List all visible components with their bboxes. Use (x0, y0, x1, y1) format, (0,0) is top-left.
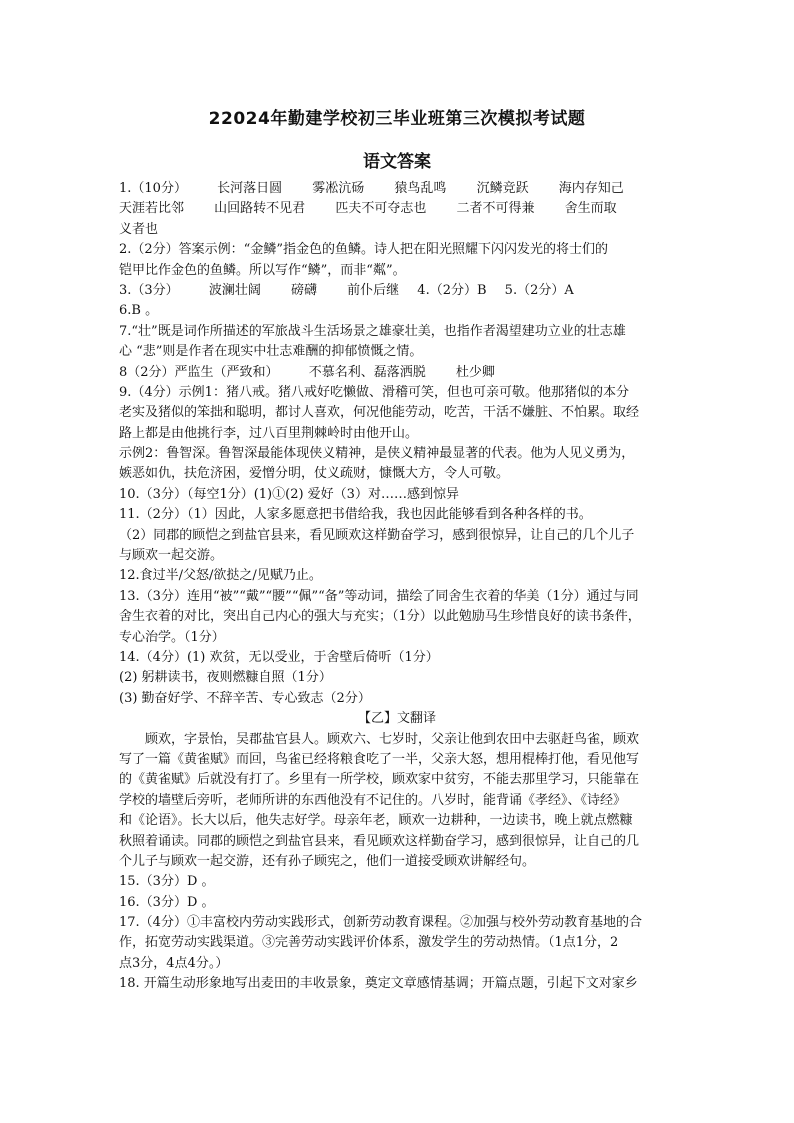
answer-q9-line: 嫉恶如仇，扶危济困，爱憎分明，仗义疏财，慷慨大方，令人可敬。 (119, 466, 510, 482)
answer-q1-line2: 天涯若比邻 山回路转不见君 匹夫不可夺志也 二者不可得兼 舍生而取 (119, 201, 617, 217)
answer-q9-line: 9.（4分）示例1：猪八戒。猪八戒好吃懒做、滑稽可笑，但也可亲可敬。他那猪似的本分 (119, 384, 629, 400)
translation-line: 写了一篇《黄雀赋》而回，鸟雀已经将粮食吃了一半，父亲大怒，想用棍棒打他，看见他写 (119, 751, 640, 767)
answer-q2-line1: 2.（2分）答案示例：“金鳞”指金色的鱼鳞。诗人把在阳光照耀下闪闪发光的将士们的 (119, 242, 608, 258)
answer-q8: 8（2分）严监生（严致和） 不慕名利、磊落洒脱 杜少卿 (119, 364, 495, 380)
translation-line: 和《论语》。长大以后，他失志好学。母亲年老，顾欢一边耕种，一边读书，晚上就点燃糠 (119, 813, 633, 829)
answer-q7-line1: 7.“壮”既是词作所描述的军旅战斗生活场景之雄豪壮美，也指作者渴望建功立业的壮志雄 (119, 323, 626, 339)
translation-line: 的《黄雀赋》后就没有打了。乡里有一所学校，顾欢家中贫穷，不能去那里学习，只能靠在 (119, 772, 640, 788)
answer-q14-line: (2) 躬耕读书，夜则燃糠自照（1分） (119, 670, 332, 686)
answer-q9-line: 示例2：鲁智深。鲁智深最能体现侠义精神，是侠义精神最显著的代表。他为人见义勇为， (119, 446, 635, 462)
translation-line: 顾欢，字景怡，吴郡盐官县人。顾欢六、七岁时，父亲让他到农田中去驱赶鸟雀，顾欢 (145, 731, 640, 747)
answer-q13-line: 专心治学。（1分） (119, 629, 225, 645)
answer-q17-line: 作，拓宽劳动实践渠道。③完善劳动实践评价体系，激发学生的劳动热情。（1点1分，2 (119, 935, 619, 951)
answer-q15: 15.（3分）D 。 (119, 874, 215, 890)
answer-q13-line: 13.（3分）连用“被”“戴”“腰”“佩”“备”等动词，描绘了同舍生衣着的华美（1分）通过与同 (119, 588, 639, 604)
page-title: 22024年勤建学校初三毕业班第三次模拟考试题 (208, 109, 586, 129)
answer-q11-line: （2）同郡的顾恺之到盐官县来，看见顾欢这样勤奋学习，感到很惊异，让自己的几个儿子 (119, 527, 635, 543)
answer-q12: 12.食过半/父怒/欲挞之/见赋乃止。 (119, 568, 322, 584)
answer-q9-line: 老实及猪似的笨拙和聪明，都讨人喜欢，何况他能劳动，吃苦，干活不嫌脏、不怕累。取经 (119, 405, 640, 421)
answer-q1-line3: 义者也 (119, 221, 159, 237)
answer-q16: 16.（3分）D 。 (119, 894, 215, 910)
answer-q11-line: 11.（2分）（1）因此，人家多愿意把书借给我，我也因此能够看到各种各样的书。 (119, 507, 592, 523)
page-subtitle: 语文答案 (363, 152, 431, 172)
answer-q9-line: 路上都是由他挑行李，过八百里荆棘岭时由他开山。 (119, 425, 419, 441)
translation-heading: 【乙】文翻译 (357, 711, 436, 727)
answer-q7-line2: 心 “悲”则是作者在现实中壮志难酬的抑郁愤慨之情。 (119, 344, 423, 360)
answer-q3-q5-line: 3.（3分） 波澜壮阔 磅礴 前仆后继 4.（2分）B 5.（2分）A (119, 282, 574, 298)
translation-line: 学校的墙壁后旁听，老师所讲的东西他没有不记住的。八岁时，能背诵《孝经》、《诗经》 (119, 792, 627, 808)
answer-q10: 10.（3分）（每空1分）(1)①(2) 爱好（3）对……感到惊异 (119, 486, 459, 502)
answer-q14-line: 14.（4分）(1) 欢贫，无以受业，于舍壁后倚听（1分） (119, 649, 439, 665)
answer-q18: 18. 开篇生动形象地写出麦田的丰收景象，奠定文章感情基调；开篇点题，引起下文对家乡 (119, 976, 638, 992)
answer-q1-line1: 1.（10分） 长河落日圆 雾凇沆砀 猿鸟乱鸣 沉鳞竞跃 海内存知己 (119, 181, 624, 196)
answer-q13-line: 舍生衣着的对比，突出自己内心的强大与充实；（1分）以此勉励马生珍惜良好的读书条件， (119, 609, 641, 625)
answer-q2-line2: 铠甲比作金色的鱼鳞。所以写作“鳞”，而非“粼”。 (119, 262, 406, 278)
translation-line: 个儿子与顾欢一起交游，还有孙子顾宪之，他们一道接受顾欢讲解经句。 (119, 853, 536, 869)
answer-q17-line: 17.（4分）①丰富校内劳动实践形式，创新劳动教育课程。②加强与校外劳动教育基地的合 (119, 915, 642, 931)
translation-line: 秋照着诵读。同郡的顾恺之到盐官县来，看见顾欢这样勤奋学习，感到很惊异，让自己的几 (119, 833, 640, 849)
answer-q6: 6.B 。 (119, 303, 159, 319)
answer-q17-line: 点3分，4点4分。） (119, 955, 229, 971)
answer-q14-line: (3) 勤奋好学、不辞辛苦、专心致志（2分） (119, 690, 371, 706)
answer-body (119, 179, 675, 995)
answer-q11-line: 与顾欢一起交游。 (119, 548, 224, 564)
